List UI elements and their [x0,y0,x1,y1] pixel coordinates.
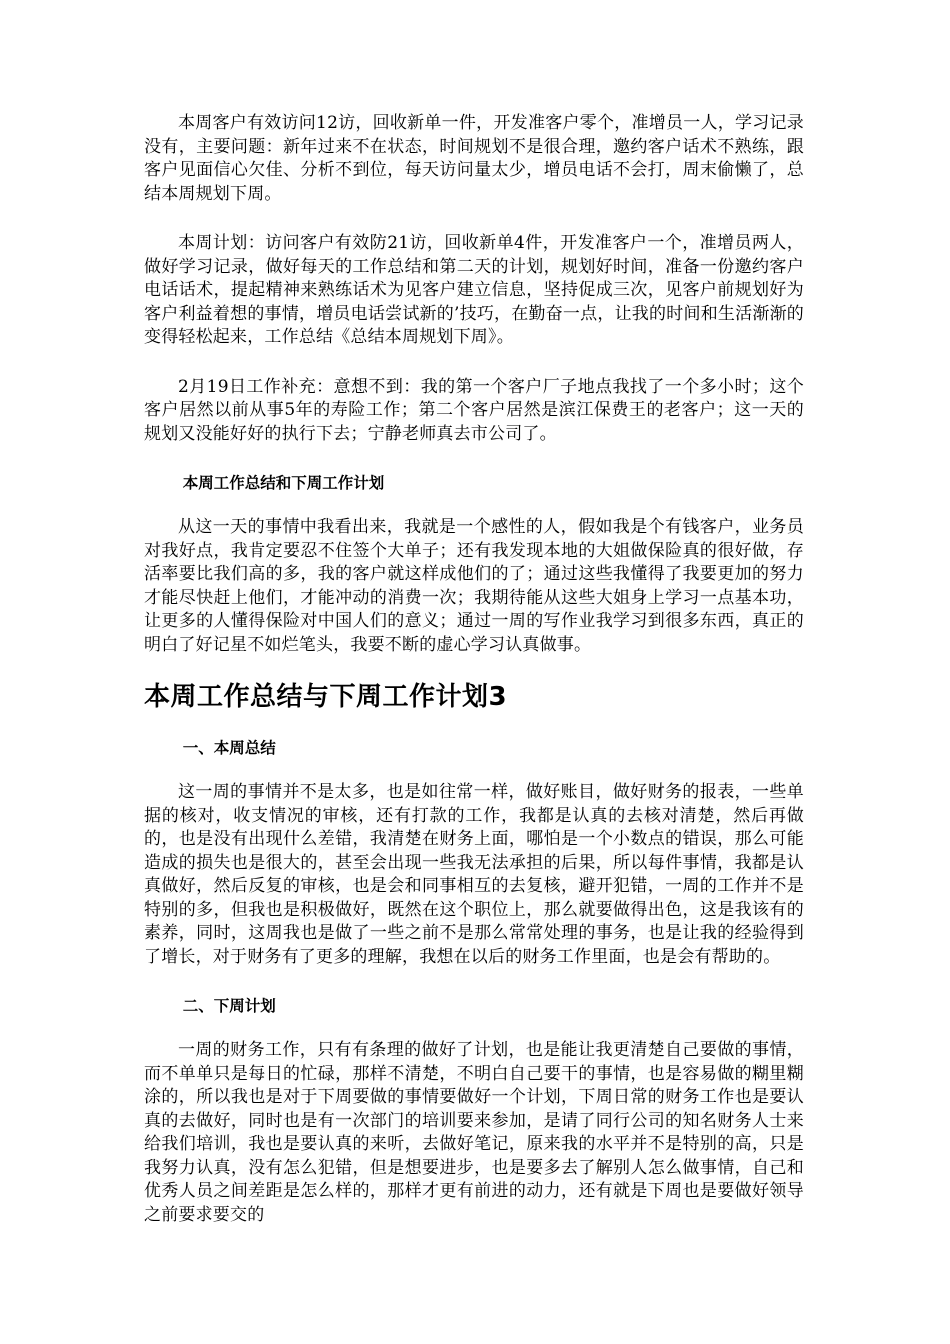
document-body [144,112,804,1227]
paragraph-finance-summary: 这一周的事情并不是太多，也是如往常一样，做好账目，做好财务的报表，一些单据的核对，收支情况的审核，还有打款的工作，我都是认真的去核对清楚，然后再做的，也是没有出现什么差错，我清楚在财务上面，哪怕是一个小数点的错误，那么可能造成的损失也是很大的，甚至会出现一些我无法承担的后果，所以每件事情，我都是认真做好，然后反复的审核，也是会和同事相互的去复核，避开犯错，一周的工作并不是特别的多，但我也是积极做好，既然在这个职位上，那么就要做得出色，这是我该有的素养，同时，这周我也是做了一些之前不是那么常常处理的事务，也是让我的经验得到了增长，对于财务有了更多的理解，我想在以后的财务工作里面，也是会有帮助的。 [144,782,804,967]
paragraph-feb19-supplement: 2月19日工作补充：意想不到：我的第一个客户厂子地点我找了一个多小时；这个客户居然以前从事5年的寿险工作；第二个客户居然是滨江保费王的老客户；这一天的规划又没能好好的执行下去；宁静老师真去市公司了。 [144,376,804,444]
paragraph-spacer [144,494,804,516]
paragraph-reflection: 从这一天的事情中我看出来，我就是一个感性的人，假如我是个有钱客户，业务员对我好点，我肯定要忍不住签个大单子；还有我发现本地的大姐做保险真的很好做，存活率要比我们高的多，我的客户就这样成他们的了；通过这些我懂得了我要更加的努力才能尽快赶上他们，才能冲动的消费一次；我期待能从这些大姐身上学习一点基本功，让更多的人懂得保险对中国人们的意义；通过一周的写作业我学习到很多东西，真正的明白了好记星不如烂笔头，我要不断的虚心学习认真做事。 [144,517,804,655]
paragraph-spacer [144,969,804,995]
paragraph-spacer [144,715,804,737]
paragraph-spacer [144,206,804,232]
subheading-next-week: 二、下周计划 [182,997,276,1015]
paragraph-spacer [144,350,804,376]
section-heading-3: 本周工作总结与下周工作计划3 [144,682,508,712]
paragraph-spacer [144,759,804,781]
subheading-summary-and-plan: 本周工作总结和下周工作计划 [182,474,385,492]
subheading-this-week: 一、本周总结 [182,739,276,757]
paragraph-weekly-summary: 本周客户有效访问12访，回收新单一件，开发准客户零个，准增员一人，学习记录没有，主要问题：新年过来不在状态，时间规划不是很合理，邀约客户话术不熟练，跟客户见面信心欠佳、分析不到位，每天访问量太少，增员电话不会打，周末偷懒了，总结本周规划下周。 [144,113,804,204]
paragraph-spacer [144,657,804,679]
paragraph-spacer [144,446,804,472]
paragraph-finance-plan: 一周的财务工作，只有有条理的做好了计划，也是能让我更清楚自己要做的事情，而不单单只是每日的忙碌，那样不清楚，不明白自己要干的事情，也是容易做的糊里糊涂的，所以我也是对于下周要做的事情要做好一个计划，下周日常的财务工作也是要认真的去做好，同时也是有一次部门的培训要来参加，是请了同行公司的知名财务人士来给我们培训，我也是要认真的来听，去做好笔记，原来我的水平并不是特别的高，只是我努力认真，没有怎么犯错，但是想要进步，也是要多去了解别人怎么做事情，自己和优秀人员之间差距是怎么样的，那样才更有前进的动力，还有就是下周也是要做好领导之前要求要交的 [144,1040,804,1225]
paragraph-spacer [144,1017,804,1039]
paragraph-weekly-plan: 本周计划：访问客户有效防21访，回收新单4件，开发准客户一个，准增员两人，做好学习记录，做好每天的工作总结和第二天的计划，规划好时间，准备一份邀约客户电话话术，提起精神来熟练话术为见客户建立信息，坚持促成三次，见客户前规划好为客户利益着想的事情，增员电话尝试新的’技巧，在勤奋一点，让我的时间和生活渐渐的变得轻松起来，工作总结《总结本周规划下周》。 [144,233,804,347]
